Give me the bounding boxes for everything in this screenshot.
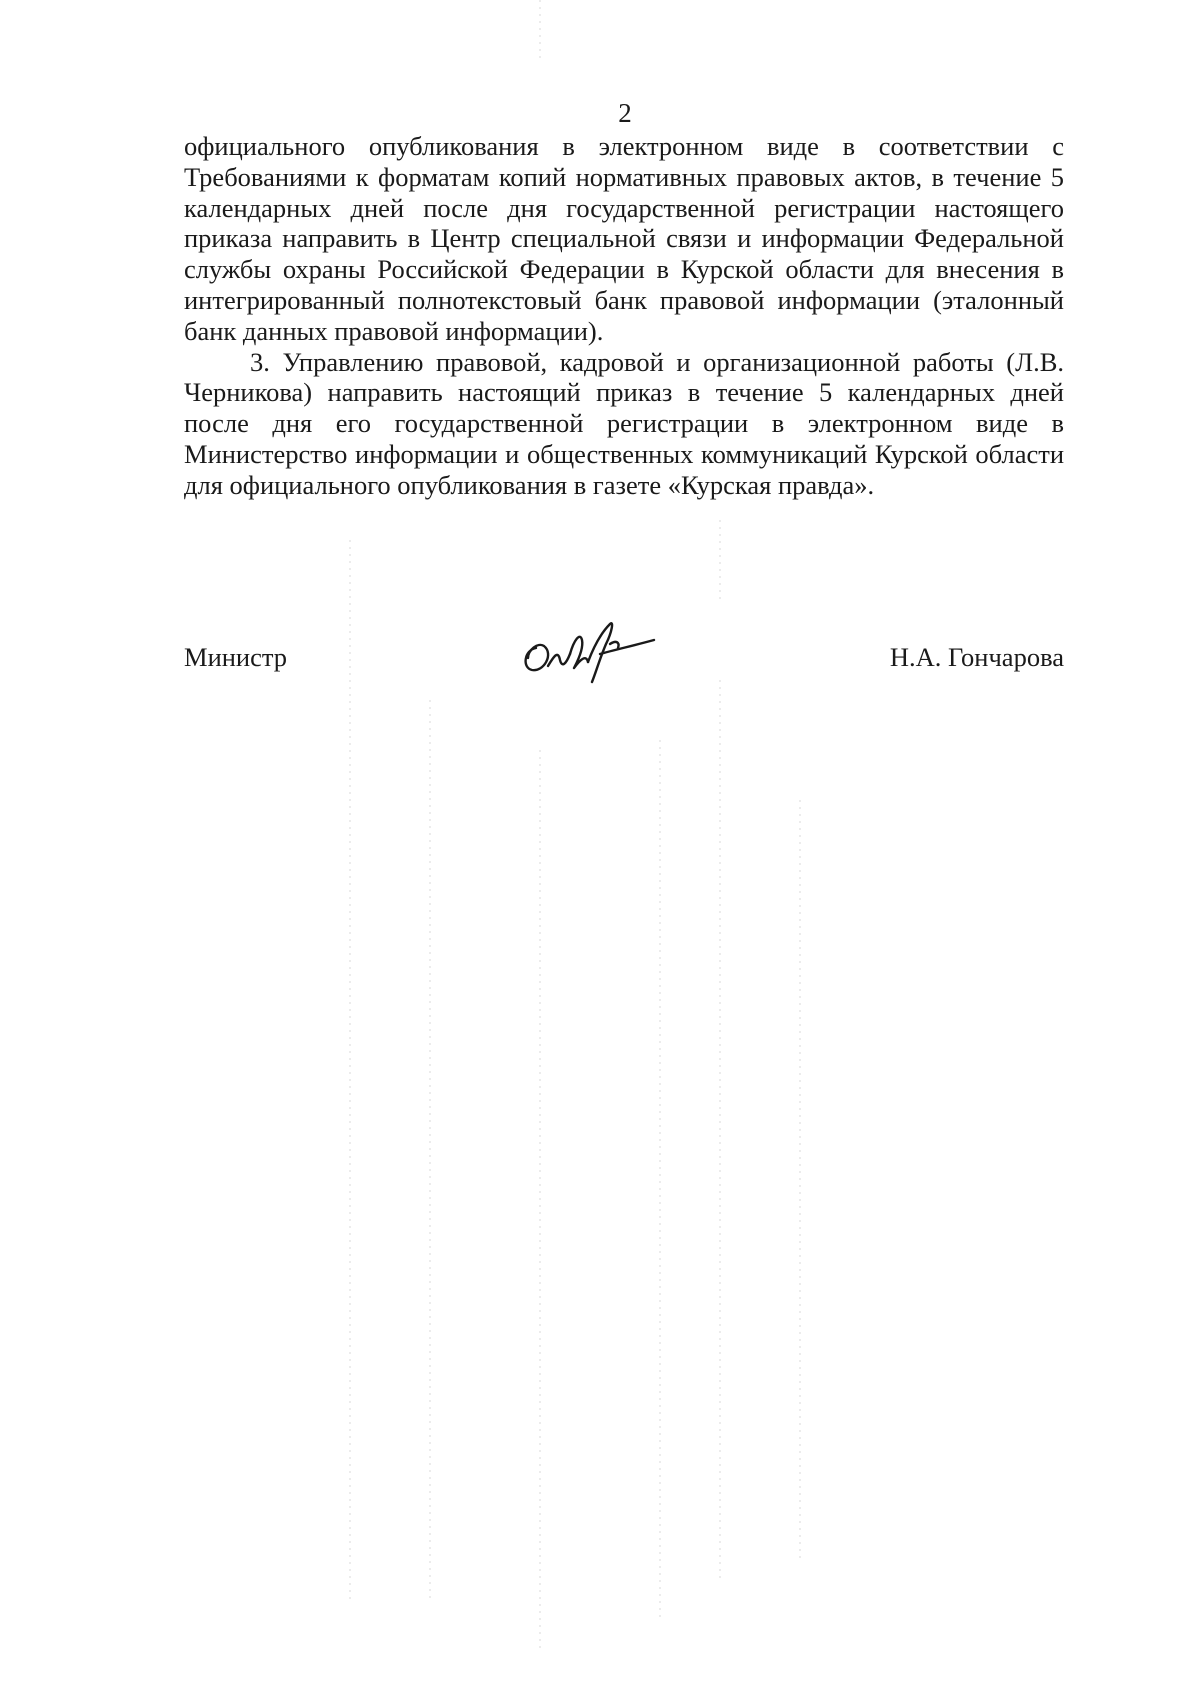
paragraph-continuation: официального опубликования в электронном виде в соответствии с Требованиями к форматам копий нормативных правовых актов, в течение 5 календарных дней после дня государственной регистрации настоящего приказа направить в Центр специальной связи и информации Федеральной службы охраны Российской Федерации в Курской области для внесения в интегрированный полнотекстовый банк правовой информации (эталонный банк данных правовой информации). — [184, 131, 1064, 346]
page-number: 2 — [618, 98, 632, 128]
paragraph-item-3: 3. Управлению правовой, кадровой и организационной работы (Л.В. Черникова) направить настоящий приказ в течение 5 календарных дней после дня его государственной регистрации в электронном виде в Министерство информации и общественных коммуникаций Курской области для официального опубликования в газете «Курская правда». — [184, 346, 1064, 500]
signatory-position: Министр — [184, 642, 288, 672]
signatory-name: Н.А. Гончарова — [889, 642, 1064, 672]
signature-block — [184, 630, 1064, 690]
handwritten-signature — [514, 610, 664, 690]
document-body — [184, 131, 1064, 501]
